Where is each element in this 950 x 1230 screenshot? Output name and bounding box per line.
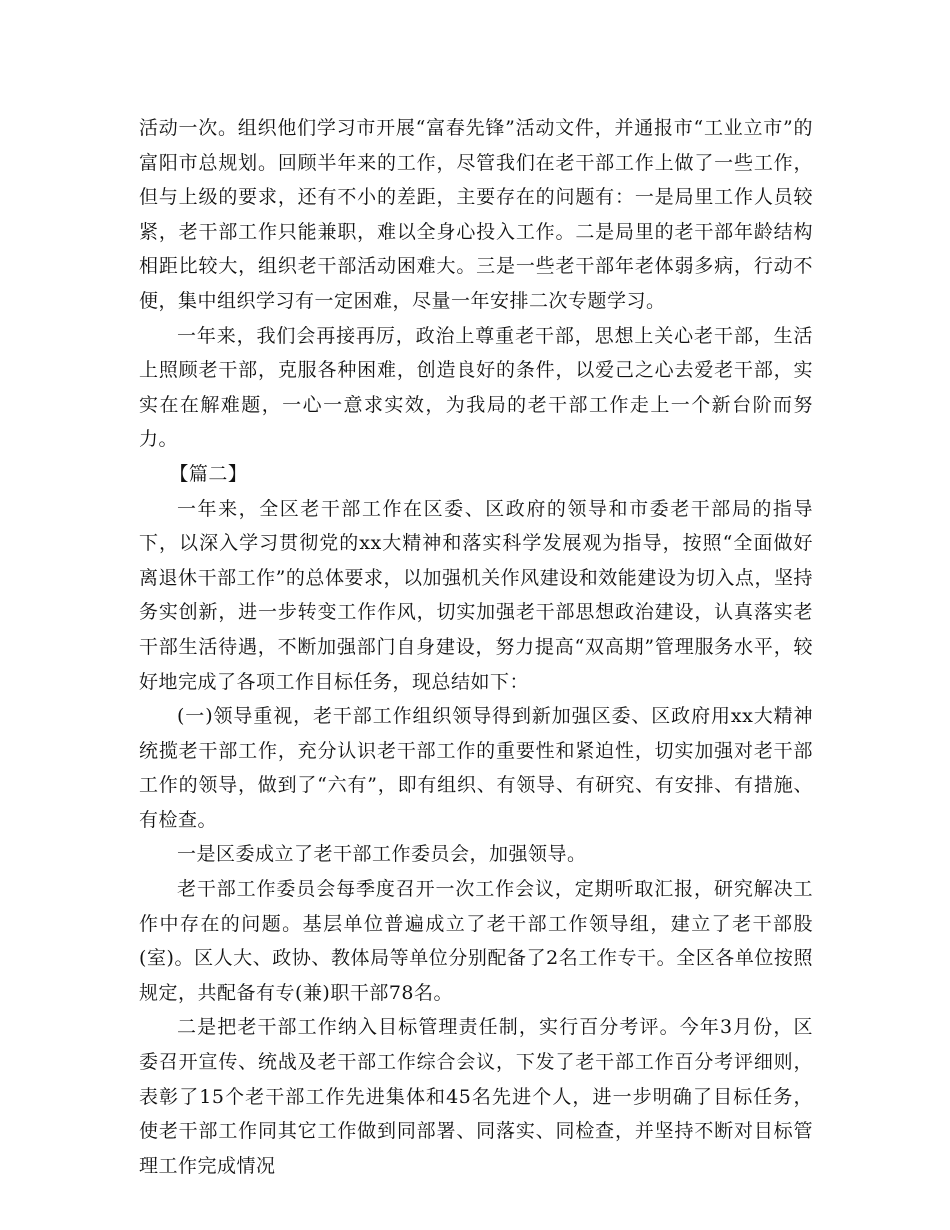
paragraph-3: 一年来，全区老干部工作在区委、区政府的领导和市委老干部局的指导下，以深入学习贯彻党的xx大精神和落实科学发展观为指导，按照“全面做好离退休干部工作”的总体要求，以加强机关作风建设和效能建设为切入点，坚持务实创新，进一步转变工作作风，切实加强老干部思想政治建设，认真落实老干部生活待遇，不断加强部门自身建设，努力提高“双高期”管理服务水平，较好地完成了各项工作目标任务，现总结如下： bbox=[139, 497, 813, 693]
paragraph-1: 活动一次。组织他们学习市开展“富春先锋”活动文件，并通报市“工业立市”的富阳市总规划。回顾半年来的工作，尽管我们在老干部工作上做了一些工作，但与上级的要求，还有不小的差距，主要存在的问题有：一是局里工作人员较紧，老干部工作只能兼职，难以全身心投入工作。二是局里的老干部年龄结构相距比较大，组织老干部活动困难大。三是一些老干部年老体弱多病，行动不便，集中组织学习有一定困难，尽量一年安排二次专题学习。 bbox=[139, 117, 813, 312]
paragraph-6: 老干部工作委员会每季度召开一次工作会议，定期听取汇报，研究解决工作中存在的问题。基层单位普遍成立了老干部工作领导组，建立了老干部股(室)。区人大、政协、教体局等单位分别配备了2名工作专干。全区各单位按照规定，共配备有专(兼)职干部78名。 bbox=[139, 878, 813, 1004]
paragraph-5: 一是区委成立了老干部工作委员会，加强领导。 bbox=[177, 843, 587, 866]
paragraph-7: 二是把老干部工作纳入目标管理责任制，实行百分考评。今年3月份，区委召开宣传、统战及老干部工作综合会议，下发了老干部工作百分考评细则，表彰了15个老干部工作先进集体和45名先进个人，进一步明确了目标任务，使老干部工作同其它工作做到同部署、同落实、同检查，并坚持不断对目标管理工作完成情况 bbox=[139, 1016, 813, 1177]
paragraph-4: (一)领导重视，老干部工作组织领导得到新加强区委、区政府用xx大精神统揽老干部工作，充分认识老干部工作的重要性和紧迫性，切实加强对老干部工作的领导，做到了“六有”，即有组织、有领导、有研究、有安排、有措施、有检查。 bbox=[139, 705, 813, 831]
document-body bbox=[139, 111, 813, 1183]
paragraph-2: 一年来，我们会再接再厉，政治上尊重老干部，思想上关心老干部，生活上照顾老干部，克服各种困难，创造良好的条件，以爱己之心去爱老干部，实实在在解难题，一心一意求实效，为我局的老干部工作走上一个新台阶而努力。 bbox=[139, 324, 813, 451]
section-heading: 【篇二】 bbox=[169, 462, 248, 485]
